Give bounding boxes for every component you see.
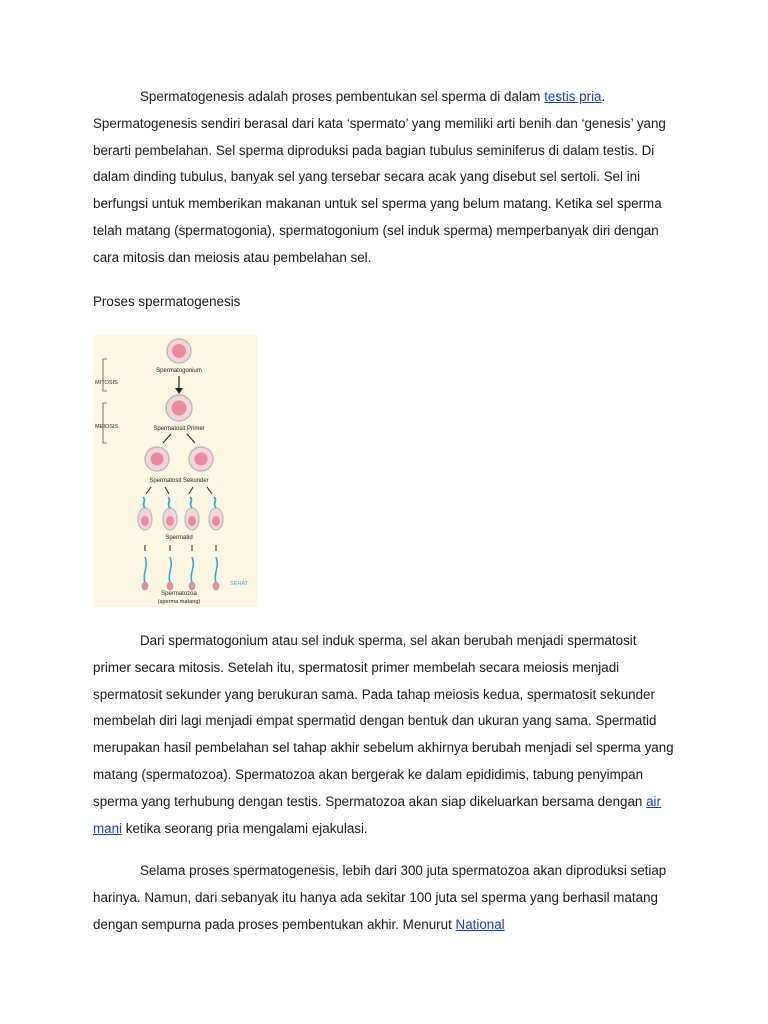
spermatozoa-row [142, 557, 219, 590]
link-testis-pria[interactable]: testis pria [544, 89, 602, 104]
section-heading: Proses spermatogenesis [93, 294, 241, 309]
arrowhead-icon [175, 388, 183, 394]
link-air-mani[interactable]: air mani [93, 793, 661, 836]
nucleus [172, 401, 187, 416]
spermatogenesis-diagram [93, 335, 258, 607]
paragraph-intro [93, 84, 675, 272]
spermatozoa-label: Spermatozoa [161, 591, 197, 597]
paragraph-text: Selama proses spermatogenesis, lebih dari 300 juta spermatozoa akan diproduksi setiap harinya. Namun, dari sebanyak itu hanya ada sekitar 100 juta sel sperma yang berhasil matang dengan sempurna pada proses pembentukan akhir. Menurut [93, 863, 667, 932]
nucleus [195, 453, 208, 466]
paragraph-text: ketika seorang pria mengalami ejakulasi. [122, 820, 368, 836]
spermatosit-sekunder-label: Spermatosit Sekunder [149, 478, 209, 484]
arrow-icon [207, 487, 212, 494]
paragraph-text: . Spermatogenesis sendiri berasal dari kata ‘spermato’ yang memiliki arti benih dan ‘genesis’ yang berarti pembelahan. Sel sperma diproduksi pada bagian tubulus seminiferus di dalam testis. Di dalam dinding tubulus, banyak sel yang tersebar secara acak yang disebut sel sertoli. Sel ini berfungsi untuk memberikan makanan untuk sel sperma yang belum matang. Ketika sel sperma telah matang (spermatogonia), spermatogonium (sel induk sperma) memperbanyak diri dengan cara mitosis dan meiosis atau pembelahan sel. [93, 89, 666, 265]
spermatid-label: Spermatid [165, 535, 193, 541]
arrow-icon [187, 434, 195, 443]
paragraph-text: Dari spermatogonium atau sel induk sperma, sel akan berubah menjadi spermatosit primer secara mitosis. Setelah itu, spermatosit primer membelah secara meiosis menjadi spermatosit sekunder yang berukuran sama. Pada tahap meiosis kedua, spermatosit sekunder membelah diri lagi menjadi empat spermatid dengan bentuk dan ukuran yang sama. Spermatid merupakan hasil pembelahan sel tahap akhir sebelum akhirnya berubah menjadi sel sperma yang matang (spermatozoa). Spermatozoa akan bergerak ke dalam epididimis, tabung penyimpan sperma yang terhubung dengan testis. Spermatozoa akan siap dikeluarkan bersama dengan [93, 633, 674, 809]
link-national[interactable]: National [455, 916, 505, 932]
arrow-icon [146, 487, 151, 494]
meiosis-bracket [103, 403, 107, 443]
mitosis-bracket [103, 359, 107, 391]
watermark-logo: SEHAT [229, 581, 249, 587]
paragraph-text: Spermatogenesis adalah proses pembentukan sel sperma di dalam [140, 89, 545, 104]
arrow-icon [163, 434, 171, 443]
nucleus [151, 453, 164, 466]
arrow-icon [165, 487, 169, 494]
spermatid-row [138, 497, 223, 530]
nucleus [172, 344, 186, 358]
diagram-svg [93, 335, 258, 607]
meiosis-label: MEIOSIS [95, 424, 119, 430]
spermatogonium-label: Spermatogonium [156, 368, 202, 374]
arrow-icon [189, 487, 193, 494]
spermatozoa-sub-label: (sperma matang) [157, 599, 201, 605]
paragraph-production [93, 858, 675, 938]
mitosis-label: MITOSIS [95, 380, 118, 386]
paragraph-process [93, 628, 675, 842]
spermatosit-primer-label: Spermatosit Primer [153, 426, 205, 432]
